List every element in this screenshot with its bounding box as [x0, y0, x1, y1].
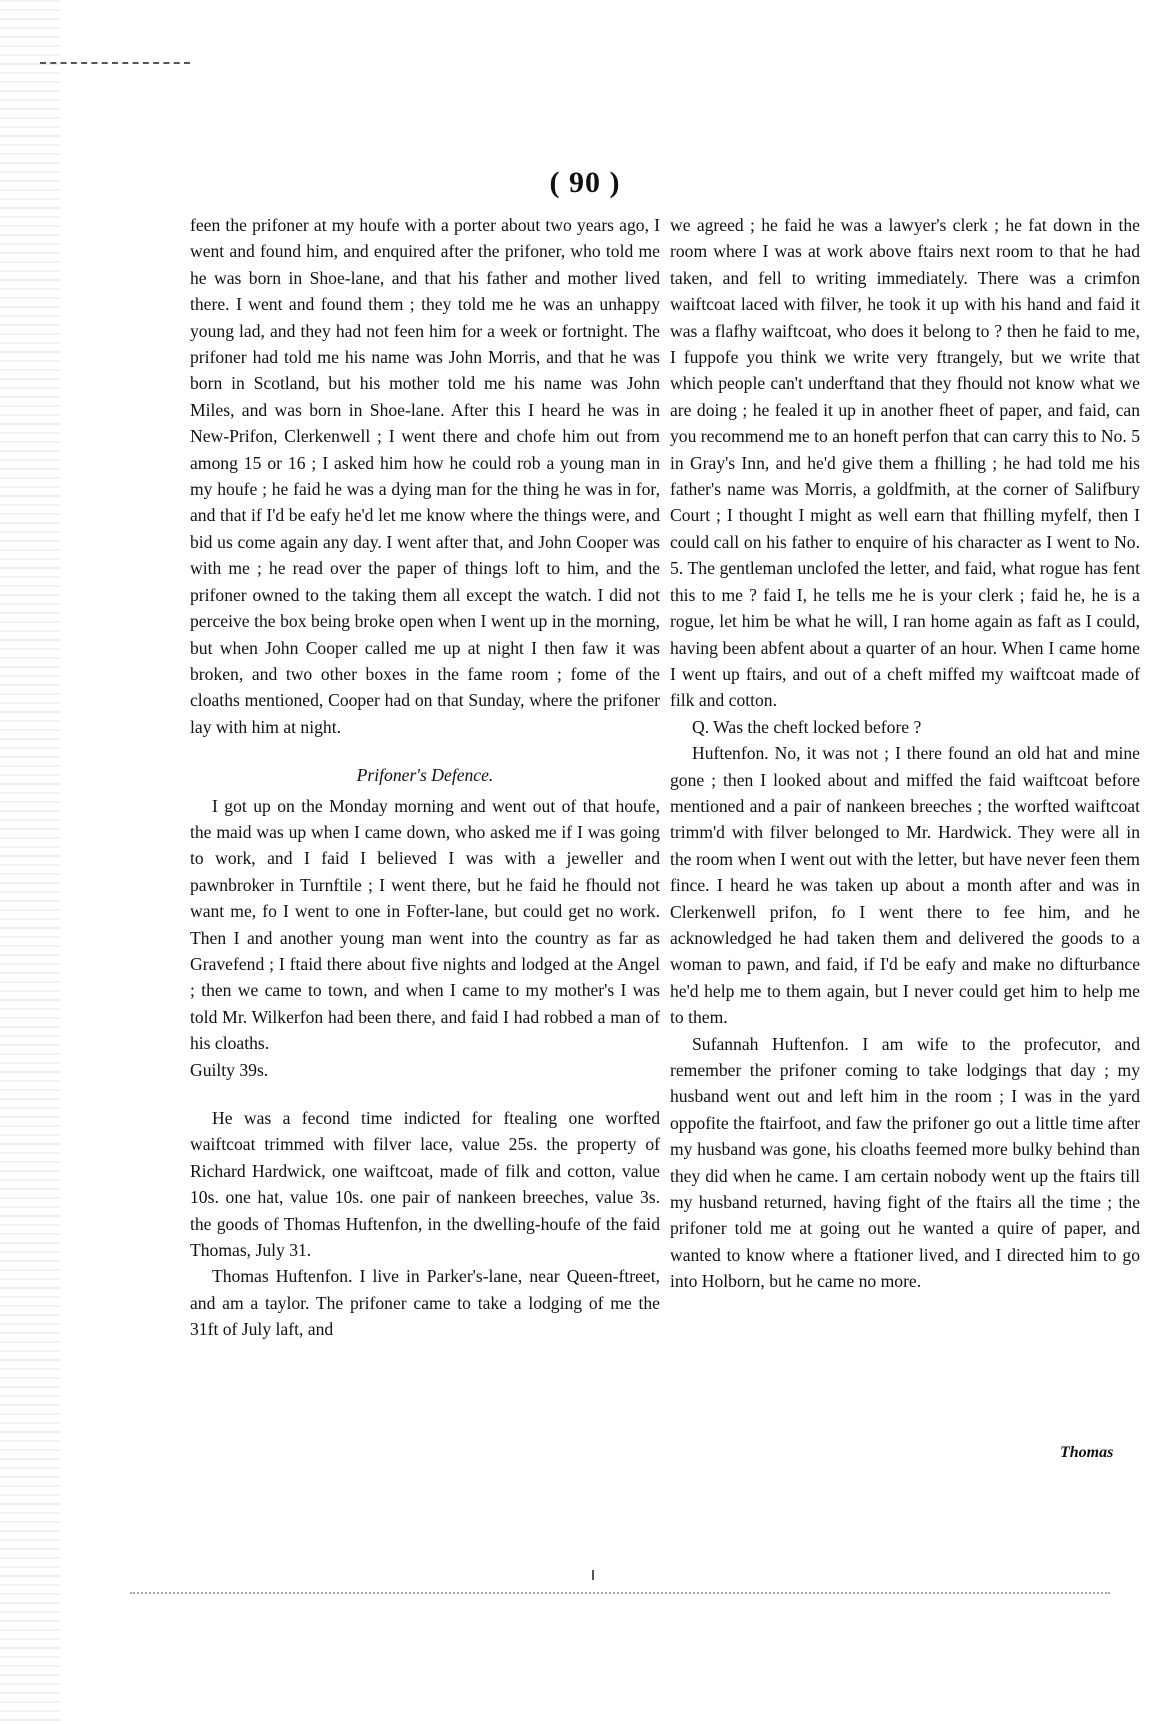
bottom-mark — [592, 1570, 594, 1580]
susannah-testimony: Sufannah Huftenfon. I am wife to the profecutor, and remember the prifoner coming to take lodgings that day ; my husband went out and left him in the room ; I was in the yard oppofite the ftairfoot, and faw the prifoner go out a little time after my husband was gone, his cloaths feemed more bulky behind than they did when he came. I am certain nobody went up the ftairs till my husband returned, having fight of the ftairs all the time ; the prifoner told me at going out he wanted a quire of paper, and wanted to know where a ftationer lived, and I directed him to go into Holborn, but he came no more. — [670, 1033, 1140, 1292]
verdict: Guilty 39s. — [190, 1059, 269, 1080]
catchword: Thomas — [1060, 1444, 1114, 1461]
second-indictment-paragraph: He was a fecond time indicted for ftealing one worfted waiftcoat trimmed with filver lace, value 25s. the property of Richard Hardwick, one waiftcoat, made of filk and cotton, value 10s. one hat, value 10s. one pair of nankeen breeches, value 3s. the goods of Thomas Huftenfon, in the dwelling-houfe of the faid Thomas, July 31. — [190, 1108, 660, 1261]
page-number: ( 90 ) — [549, 166, 621, 199]
testimony-paragraph: feen the prifoner at my houfe with a porter about two years ago, I went and found him, and enquired after the prifoner, who told me he was born in Shoe-lane, and that his father and mother lived there. I went and found them ; they told me he was an unhappy young lad, and they had not feen him for a week or fortnight. The prifoner had told me his name was John Morris, and that he was born in Scotland, but his mother told me his name was John Miles, and was born in Shoe-lane. After this I heard he was in New-Prifon, Clerkenwell ; I went there and chofe him out from among 15 or 16 ; I asked him how he could rob a young man in my houfe ; he faid he was a dying man for the thing he was in for, and that if I'd be eafy he'd let me know where the things were, and bid us come again any day. I went after that, and John Cooper was with me ; he read over the paper of things loft to him, and the prifoner owned to the taking them all except the watch. I did not perceive the box being broke open when I went up in the morning, but when John Cooper called me up at night I then faw it was broken, and two other boxes in the fame room ; fome of the cloaths mentioned, Cooper had on that Sunday, where the prifoner lay with him at night. — [190, 215, 660, 737]
scan-edge-shadow — [0, 0, 60, 1724]
thomas-testimony-continued: we agreed ; he faid he was a lawyer's clerk ; he fat down in the room where I was at work above ftairs next room to that he had taken, and fell to writing immediately. There was a crimfon waiftcoat laced with filver, he took it up with his hand and faid it was a flafhy waiftcoat, who does it belong to ? then he faid to me, I fuppofe you think we write very ftrangely, but we write that which people can't underftand that they fhould not know what we are doing ; he fealed it up in another fheet of paper, and faid, can you recommend me to an honeft perfon that can carry this to No. 5 in Gray's Inn, and he'd give them a fhilling ; he had told me his father's name was Morris, a goldfmith, at the corner of Salifbury Court ; I thought I might as well earn that fhilling myfelf, then I could call on his father to enquire of his character as I went to No. 5. The gentleman unclofed the letter, and faid, what rogue has fent this to me ? faid I, he tells me he is your clerk ; faid he, he is a rogue, let him be what he will, I ran home again as faft as I could, having been abfent about a quarter of an hour. When I came home I went up ftairs, and out of a cheft miffed my waiftcoat made of filk and cotton. — [670, 215, 1140, 711]
right-column — [670, 212, 1140, 1295]
thomas-testimony-start: Thomas Huftenfon. I live in Parker's-lane, near Queen-ftreet, and am a taylor. The prifoner came to take a lodging of me the 31ft of July laft, and — [190, 1266, 660, 1340]
defence-heading: Prifoner's Defence. — [356, 765, 494, 786]
question-line: Q. Was the cheft locked before ? — [692, 716, 922, 737]
defence-paragraph: I got up on the Monday morning and went out of that houfe, the maid was up when I came down, who asked me if I was going to work, and I faid I believed I was with a jeweller and pawnbroker in Turnftile ; I went there, but he faid he fhould not want me, fo I went to one in Fofter-lane, but could get no work. Then I and another young man went into the country as far as Gravefend ; I ftaid there about five nights and lodged at the Angel ; then we came to town, and when I came to my mother's I was told Mr. Wilkerfon had been there, and faid I had robbed a man of his cloaths. — [190, 795, 660, 1054]
top-rule — [40, 62, 190, 64]
left-column — [190, 212, 660, 1343]
bottom-dotted-rule — [130, 1592, 1110, 1594]
answer-paragraph: Huftenfon. No, it was not ; I there found an old hat and mine gone ; then I looked about and miffed the faid waiftcoat before mentioned and a pair of nankeen breeches ; the worfted waiftcoat trimm'd with filver belonged to Mr. Hardwick. They were all in the room when I went out with the letter, but have never feen them fince. I heard he was taken up about a month after and was in Clerkenwell prifon, fo I went there to fee him, and he acknowledged he had taken them and delivered the goods to a woman to pawn, and faid, if I'd be eafy and make no difturbance he'd help me to them again, but I never could get him to help me to them. — [670, 743, 1140, 1028]
